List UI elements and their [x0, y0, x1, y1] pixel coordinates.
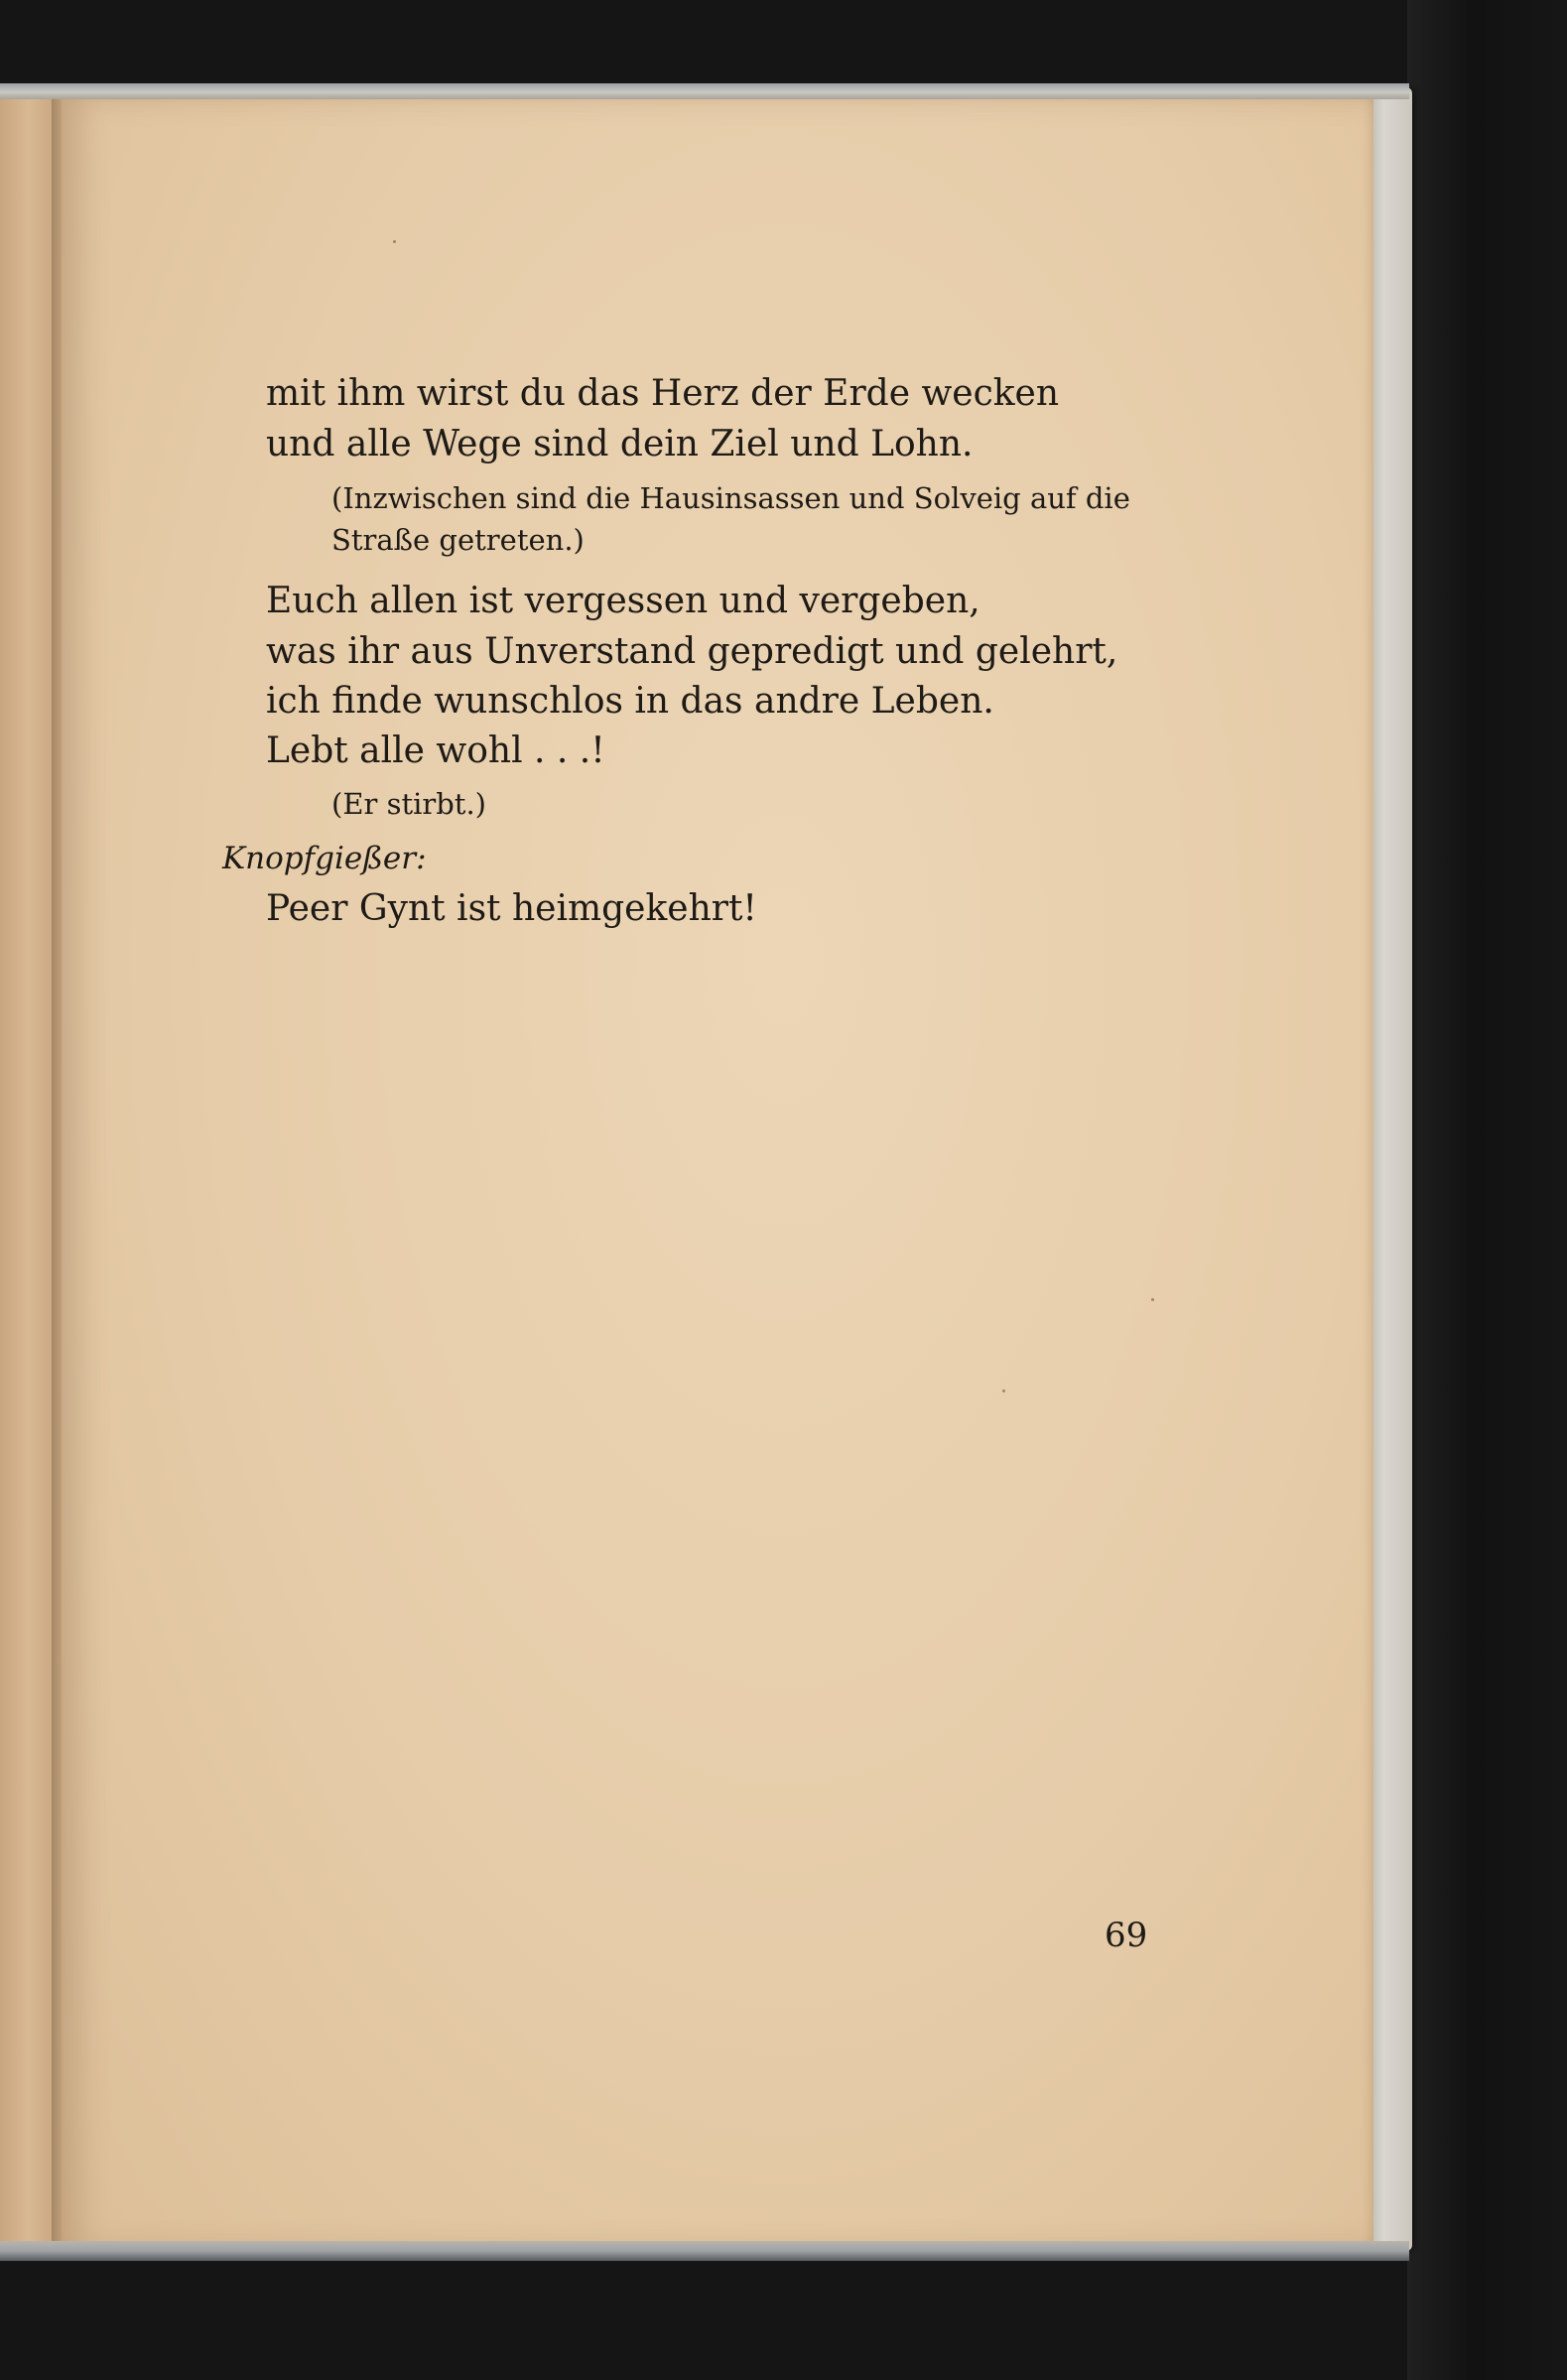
paper-speck	[1151, 1298, 1154, 1301]
verse-line: was ihr aus Unverstand gepredigt und gelehrt,	[266, 631, 1118, 672]
stage-direction: Straße getreten.)	[331, 523, 585, 557]
stage-direction: (Er stirbt.)	[331, 787, 486, 821]
paper-speck	[1002, 1389, 1005, 1392]
background-right	[1407, 0, 1567, 2380]
verse-line: Lebt alle wohl . . .!	[266, 730, 605, 771]
page-gutter	[52, 91, 62, 2255]
verse-line: Euch allen ist vergessen und vergeben,	[266, 581, 980, 621]
verse-line: und alle Wege sind dein Ziel und Lohn.	[266, 424, 974, 464]
cover-top-rim	[0, 83, 1409, 99]
verse-line: mit ihm wirst du das Herz der Erde wecken	[266, 373, 1060, 414]
paper-speck	[393, 240, 396, 243]
book-page	[62, 95, 1373, 2251]
stage-direction: (Inzwischen sind die Hausinsassen und Solveig auf die	[331, 481, 1130, 515]
verse-line: ich finde wunschlos in das andre Leben.	[266, 681, 994, 722]
verse-line: Peer Gynt ist heimgekehrt!	[266, 888, 757, 929]
cover-bottom-rim	[0, 2241, 1409, 2261]
speaker-name: Knopfgießer:	[222, 841, 427, 876]
page-number: 69	[1105, 1916, 1148, 1955]
